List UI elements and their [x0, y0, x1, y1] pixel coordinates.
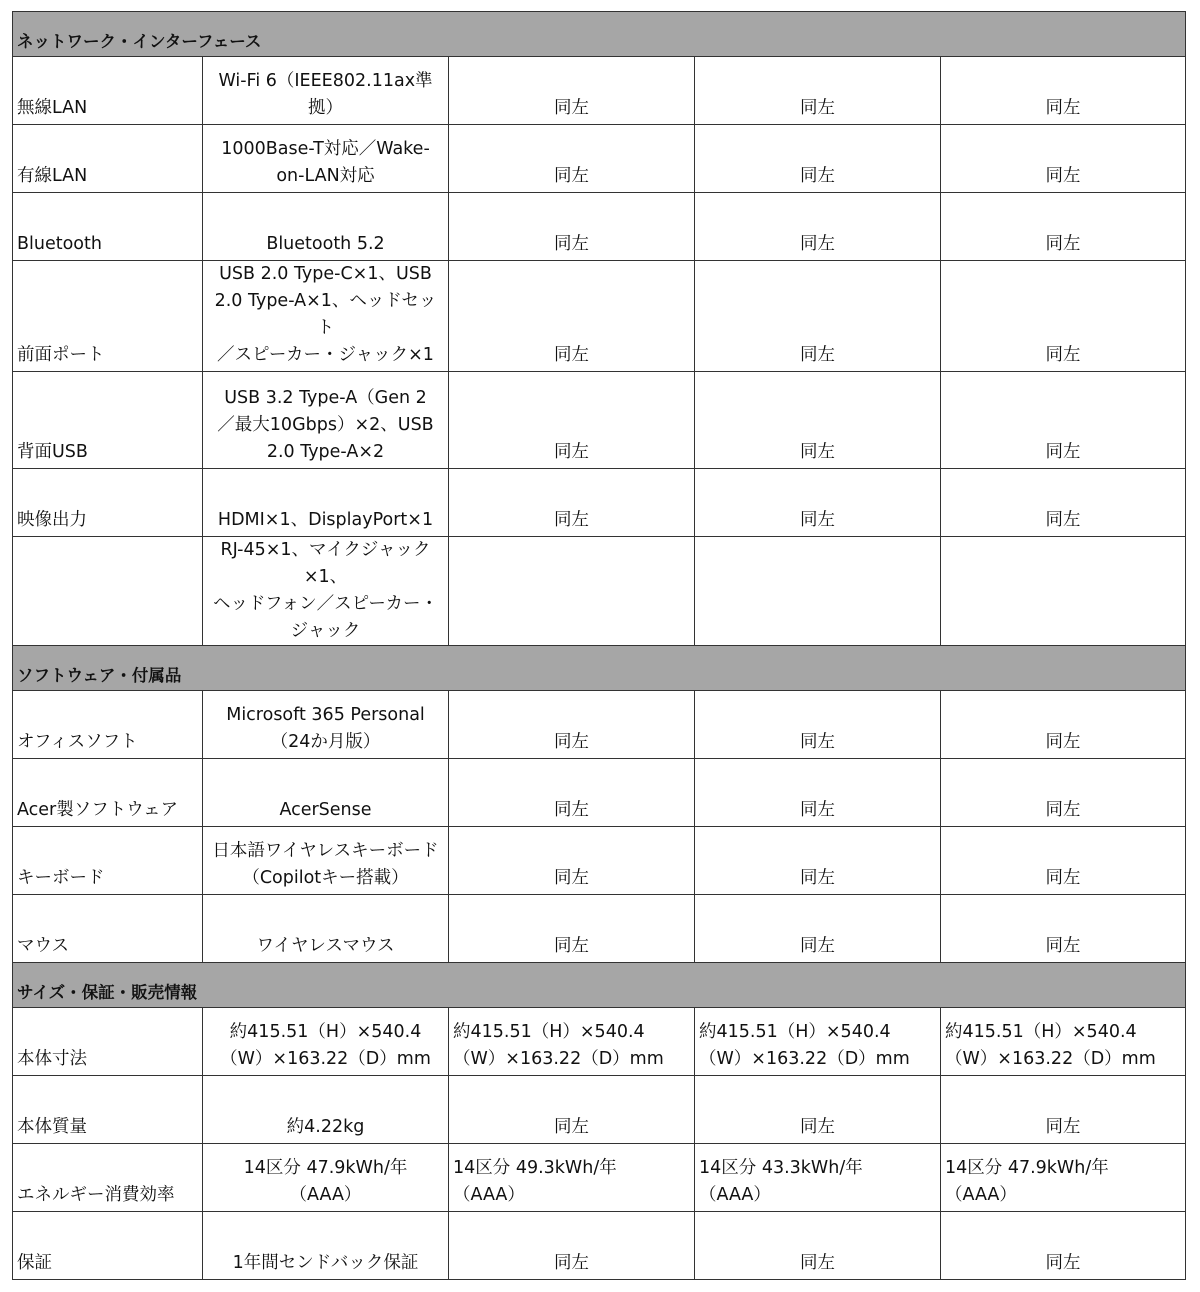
- spec-table-software-size: [12, 645, 1186, 1280]
- table-row: [13, 261, 1186, 372]
- spec-cell: 同左: [941, 1076, 1186, 1144]
- spec-cell: 同左: [941, 469, 1186, 537]
- spec-cell: 同左: [695, 57, 941, 125]
- section-header: [13, 12, 1186, 57]
- section-title: ネットワーク・インターフェース: [13, 12, 1186, 57]
- table-row: [13, 827, 1186, 895]
- table-row: [13, 57, 1186, 125]
- spec-cell: AcerSense: [203, 759, 449, 827]
- table-row: [13, 1076, 1186, 1144]
- row-label: 保証: [13, 1212, 203, 1280]
- spec-cell: 同左: [695, 1212, 941, 1280]
- spec-cell: 同左: [941, 827, 1186, 895]
- spec-cell: 同左: [941, 691, 1186, 759]
- spec-cell: 同左: [449, 759, 695, 827]
- spec-cell: 同左: [695, 125, 941, 193]
- spec-cell: 同左: [449, 193, 695, 261]
- row-label: Bluetooth: [13, 193, 203, 261]
- spec-cell: 同左: [449, 57, 695, 125]
- row-label: キーボード: [13, 827, 203, 895]
- spec-cell: 同左: [695, 895, 941, 963]
- row-label: オフィスソフト: [13, 691, 203, 759]
- spec-cell: 14区分 47.9kWh/年 （AAA）: [941, 1144, 1186, 1212]
- spec-cell: 同左: [941, 895, 1186, 963]
- spec-cell: 同左: [449, 1212, 695, 1280]
- row-label: Acer製ソフトウェア: [13, 759, 203, 827]
- row-label: マウス: [13, 895, 203, 963]
- spec-cell: Bluetooth 5.2: [203, 193, 449, 261]
- spec-cell: 同左: [449, 691, 695, 759]
- spec-cell: 1年間センドバック保証: [203, 1212, 449, 1280]
- spec-cell: 同左: [449, 125, 695, 193]
- spec-cell: 同左: [695, 691, 941, 759]
- spec-cell: 同左: [695, 193, 941, 261]
- spec-cell: 同左: [695, 261, 941, 372]
- spec-cell: 同左: [941, 759, 1186, 827]
- spec-cell: 日本語ワイヤレスキーボード （Copilotキー搭載）: [203, 827, 449, 895]
- spec-cell: 同左: [695, 372, 941, 469]
- table-row: [13, 125, 1186, 193]
- table-row: [13, 759, 1186, 827]
- spec-cell: 同左: [449, 261, 695, 372]
- spec-cell: 約415.51（H）×540.4 （W）×163.22（D）mm: [449, 1008, 695, 1076]
- spec-cell: 同左: [941, 372, 1186, 469]
- table-row: [13, 469, 1186, 537]
- spec-cell: HDMI×1、DisplayPort×1: [203, 469, 449, 537]
- spec-cell: 同左: [695, 1076, 941, 1144]
- spec-cell: 約4.22kg: [203, 1076, 449, 1144]
- table-row: [13, 193, 1186, 261]
- spec-cell: 同左: [941, 193, 1186, 261]
- spec-cell: 同左: [695, 469, 941, 537]
- section-title: サイズ・保証・販売情報: [13, 963, 1186, 1008]
- spec-cell: 同左: [449, 469, 695, 537]
- spec-cell: 同左: [941, 125, 1186, 193]
- row-label: 有線LAN: [13, 125, 203, 193]
- table-row: [13, 1212, 1186, 1280]
- row-label: 本体質量: [13, 1076, 203, 1144]
- row-label: 無線LAN: [13, 57, 203, 125]
- spec-cell: Microsoft 365 Personal （24か月版）: [203, 691, 449, 759]
- table-row: [13, 895, 1186, 963]
- section-title: ソフトウェア・付属品: [13, 646, 1186, 691]
- spec-cell: 同左: [449, 372, 695, 469]
- table-row: [13, 691, 1186, 759]
- spec-cell: 同左: [449, 895, 695, 963]
- section-header: [13, 963, 1186, 1008]
- table-row: [13, 372, 1186, 469]
- spec-cell: 同左: [449, 1076, 695, 1144]
- spec-cell: 約415.51（H）×540.4 （W）×163.22（D）mm: [203, 1008, 449, 1076]
- spec-cell: 同左: [941, 1212, 1186, 1280]
- section-header: [13, 646, 1186, 691]
- spec-cell: 同左: [695, 827, 941, 895]
- spec-cell: 14区分 43.3kWh/年 （AAA）: [695, 1144, 941, 1212]
- table-row: [13, 1008, 1186, 1076]
- spec-cell: 1000Base-T対応／Wake- on-LAN対応: [203, 125, 449, 193]
- spec-table-network: [12, 11, 1186, 675]
- row-label: 本体寸法: [13, 1008, 203, 1076]
- spec-cell: 同左: [941, 261, 1186, 372]
- spec-cell: 約415.51（H）×540.4 （W）×163.22（D）mm: [695, 1008, 941, 1076]
- spec-cell: ワイヤレスマウス: [203, 895, 449, 963]
- spec-cell: Wi-Fi 6（IEEE802.11ax準 拠）: [203, 57, 449, 125]
- spec-cell: 14区分 47.9kWh/年 （AAA）: [203, 1144, 449, 1212]
- spec-cell: USB 3.2 Type-A（Gen 2 ／最大10Gbps）×2、USB 2.0 Type-A×2: [203, 372, 449, 469]
- row-label: 前面ポート: [13, 261, 203, 372]
- spec-cell: 同左: [941, 57, 1186, 125]
- row-label: エネルギー消費効率: [13, 1144, 203, 1212]
- spec-cell: RJ-45×1、マイクジャック×1、 ヘッドフォン／スピーカー・ジャック: [203, 537, 449, 675]
- spec-cell: 同左: [449, 827, 695, 895]
- spec-cell: 同左: [695, 759, 941, 827]
- row-label: 映像出力: [13, 469, 203, 537]
- spec-cell: USB 2.0 Type-C×1、USB 2.0 Type-A×1、ヘッドセット ／スピーカー・ジャック×1: [203, 261, 449, 372]
- spec-cell: 14区分 49.3kWh/年 （AAA）: [449, 1144, 695, 1212]
- spec-cell: 約415.51（H）×540.4 （W）×163.22（D）mm: [941, 1008, 1186, 1076]
- table-row: [13, 1144, 1186, 1212]
- row-label: 背面USB: [13, 372, 203, 469]
